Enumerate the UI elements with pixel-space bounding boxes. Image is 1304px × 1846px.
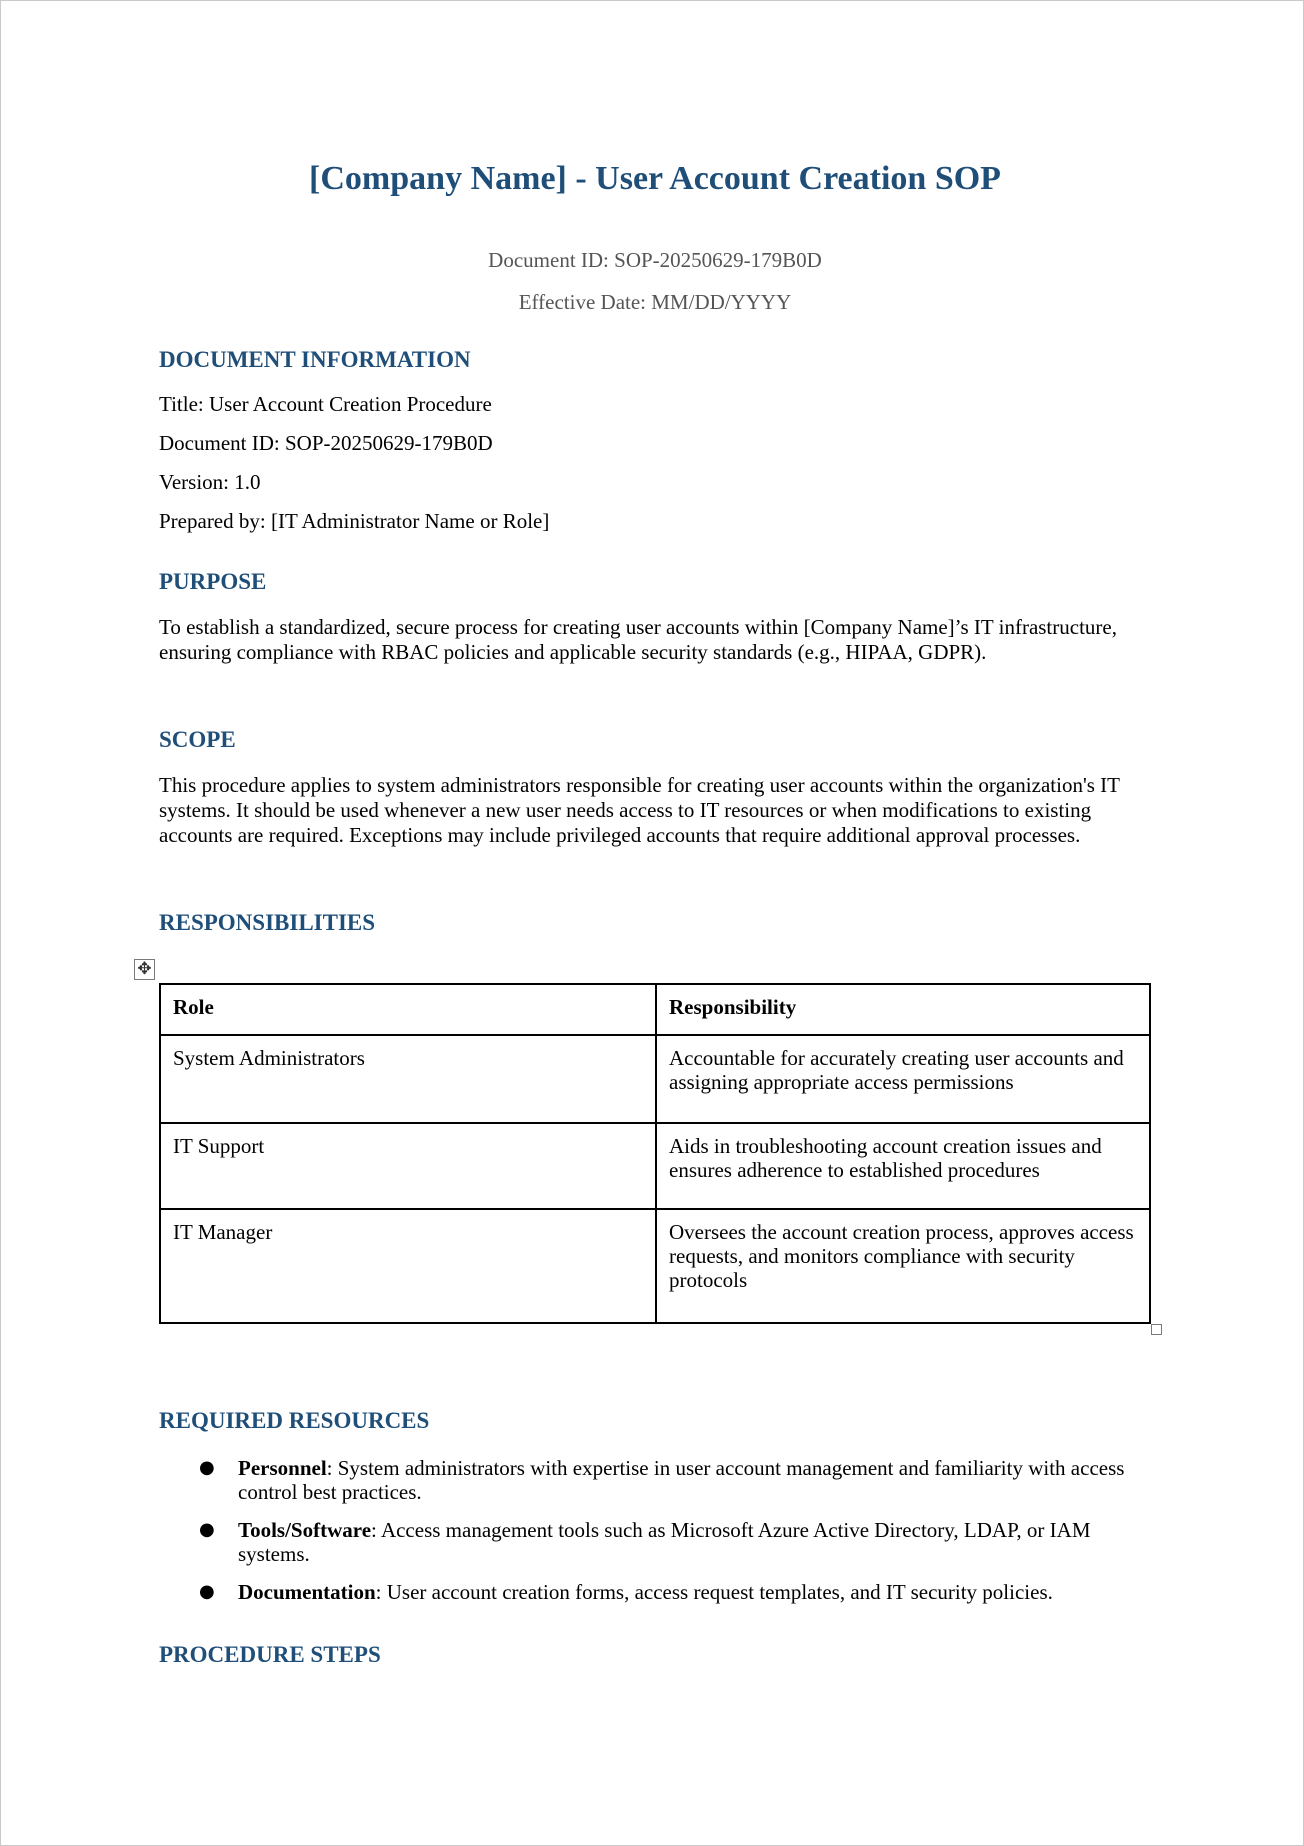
procedure-steps-section [159, 1639, 1151, 1671]
bullet-icon: ● [199, 1519, 215, 1540]
section-heading-purpose: PURPOSE [159, 569, 267, 594]
section-heading-procedure-steps: PROCEDURE STEPS [159, 1642, 381, 1667]
table-cell-responsibility: Oversees the account creation process, approves access requests, and monitors compliance with security protocols [656, 1209, 1150, 1323]
title-block [159, 151, 1151, 323]
scope-text: This procedure applies to system administrators responsible for creating user accounts within the organization's IT systems. It should be used whenever a new user needs access to IT resources or when modifications to existing accounts are required. Exceptions may include privileged accounts that require additional approval processes. [159, 773, 1120, 847]
section-heading-required-resources: REQUIRED RESOURCES [159, 1408, 430, 1433]
section-heading-responsibilities: RESPONSIBILITIES [159, 910, 376, 935]
page-title: [Company Name] - User Account Creation SOP [309, 160, 1001, 197]
list-item [159, 1580, 1151, 1604]
list-item-term: Personnel [238, 1456, 327, 1480]
bullet-icon: ● [199, 1581, 215, 1602]
header-document-id: Document ID: SOP-20250629-179B0D [488, 248, 822, 272]
responsibilities-table [159, 983, 1151, 1324]
info-line-title: Title: User Account Creation Procedure [159, 392, 492, 416]
column-header-responsibility: Responsibility [656, 984, 1150, 1035]
scope-section [159, 724, 1151, 848]
table-cell-role: IT Support [160, 1123, 656, 1209]
list-item [159, 1518, 1151, 1566]
section-heading-scope: SCOPE [159, 727, 236, 752]
table-cell-role: IT Manager [160, 1209, 656, 1323]
list-item [159, 1456, 1151, 1504]
section-heading-document-information: DOCUMENT INFORMATION [159, 347, 471, 372]
table-row [160, 1123, 1150, 1209]
info-line-version: Version: 1.0 [159, 470, 261, 494]
column-header-role: Role [160, 984, 656, 1035]
required-resources-list [159, 1456, 1151, 1604]
list-item-text: : Access management tools such as Microsoft Azure Active Directory, LDAP, or IAM systems. [238, 1518, 1091, 1566]
info-line-prepared-by: Prepared by: [IT Administrator Name or Role] [159, 509, 550, 533]
list-item-text: : User account creation forms, access request templates, and IT security policies. [375, 1580, 1053, 1604]
table-row [160, 1209, 1150, 1323]
header-effective-date: Effective Date: MM/DD/YYYY [518, 290, 792, 314]
table-cell-role: System Administrators [160, 1035, 656, 1123]
list-item-term: Documentation [238, 1580, 376, 1604]
table-cell-responsibility: Accountable for accurately creating user accounts and assigning appropriate access permissions [656, 1035, 1150, 1123]
bullet-icon: ● [199, 1457, 215, 1478]
list-item-term: Tools/Software [238, 1518, 372, 1542]
table-resize-handle-icon[interactable] [1151, 1324, 1162, 1335]
table-cell-responsibility: Aids in troubleshooting account creation issues and ensures adherence to established procedures [656, 1123, 1150, 1209]
info-line-document-id: Document ID: SOP-20250629-179B0D [159, 431, 493, 455]
document-information-section [159, 344, 1151, 541]
table-move-handle-icon[interactable]: ✥ [134, 959, 155, 980]
table-row [160, 1035, 1150, 1123]
required-resources-section [159, 1405, 1151, 1618]
purpose-text: To establish a standardized, secure process for creating user accounts within [Company Name]’s IT infrastructure, ensuring compliance with RBAC policies and applicable security standards (e.g., HIPAA, GDPR). [159, 615, 1117, 664]
list-item-text: : System administrators with expertise in user account management and familiarity with access control best practices. [238, 1456, 1125, 1504]
table-header-row [160, 984, 1150, 1035]
responsibilities-section [159, 907, 1151, 939]
purpose-section [159, 566, 1151, 665]
